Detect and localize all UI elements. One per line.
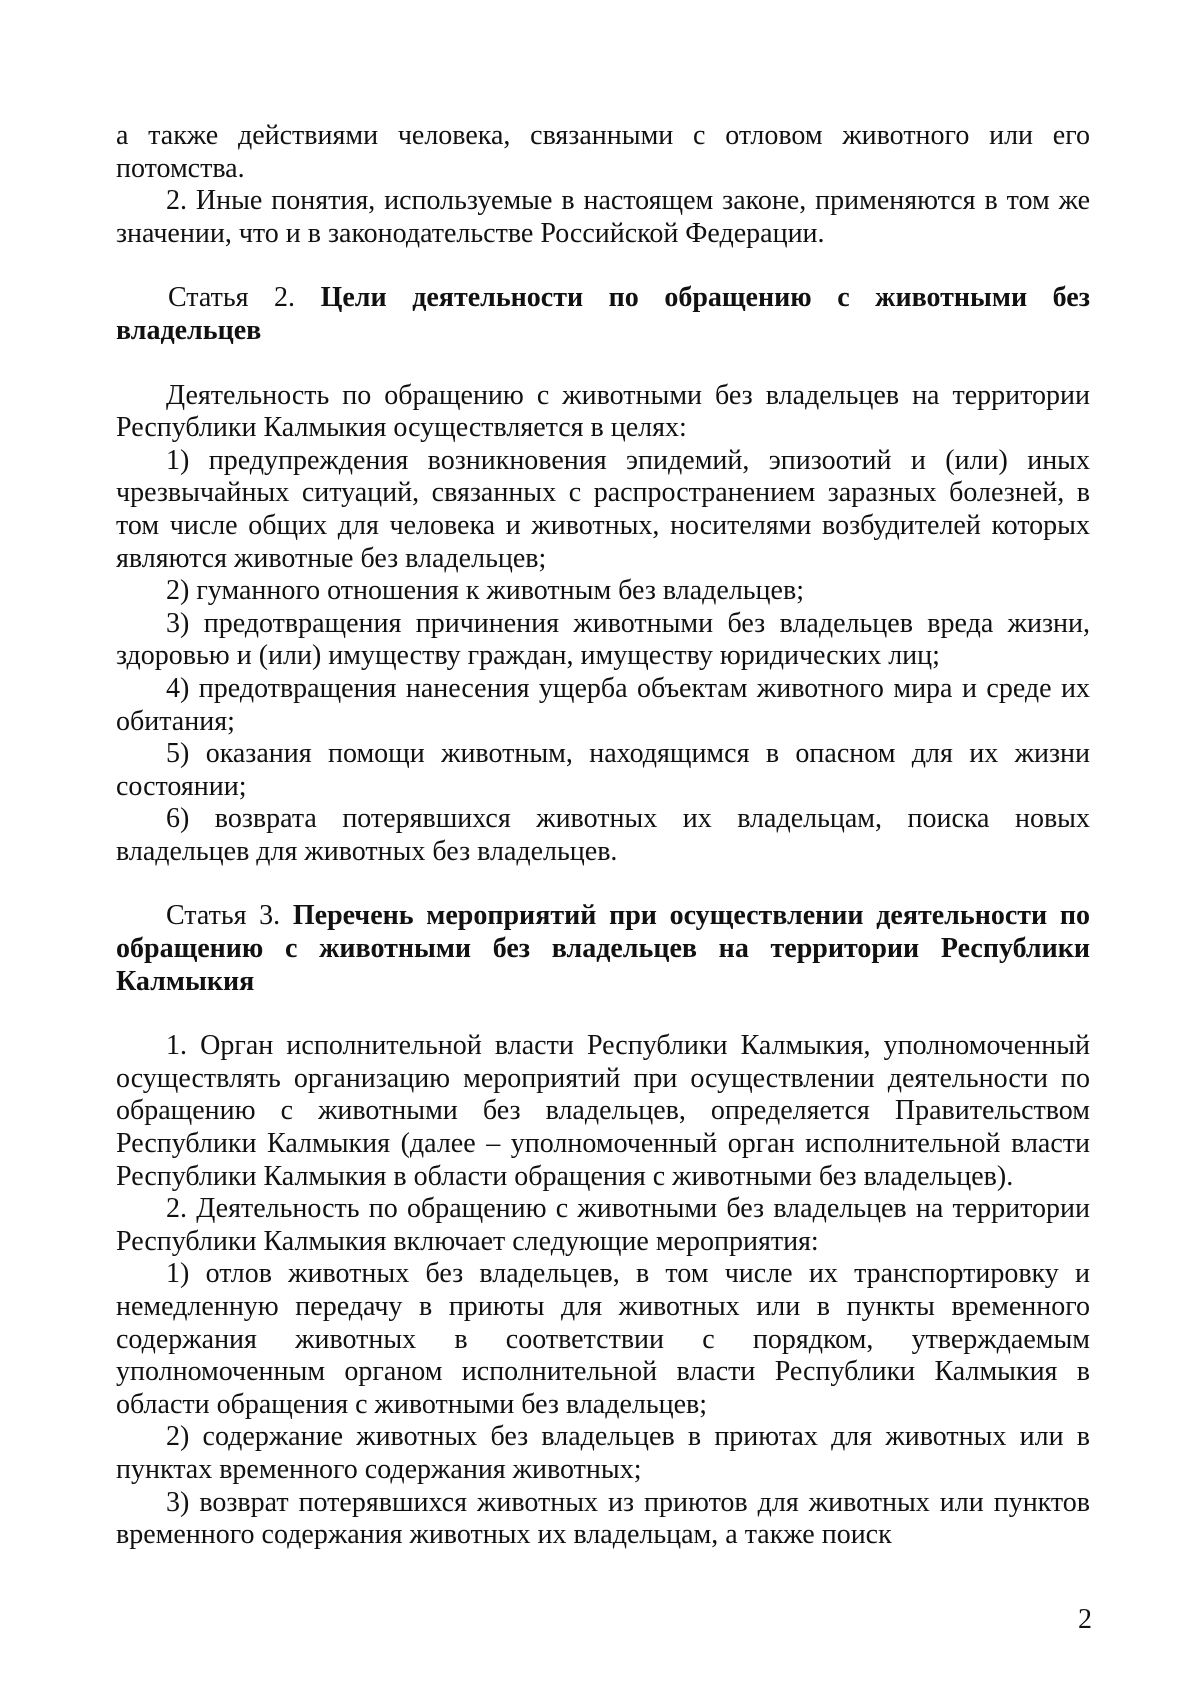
article-2-intro: Деятельность по обращению с животными без владельцев на территории Республики Калмыкия осуществляется в целях:	[116, 379, 1090, 444]
article-2-label: Статья 2.	[168, 282, 296, 314]
article-2-item-4: 4) предотвращения нанесения ущерба объектам животного мира и среде их обитания;	[116, 672, 1090, 737]
article-3	[116, 900, 1090, 1551]
article-2-item-1: 1) предупреждения возникновения эпидемий, эпизоотий и (или) иных чрезвычайных ситуаций, связанных с распространением заразных болезней, в том числе общих для человека и животных, носителями возбудителей которых являются животные без владельцев;	[116, 444, 1090, 574]
article-2-item-2: 2) гуманного отношения к животным без владельцев;	[166, 575, 804, 607]
continued-paragraph: а также действиями человека, связанными с отловом животного или его потомства.	[116, 120, 1090, 184]
article-2-title: Цели деятельности по обращению с животными без владельцев	[116, 282, 1090, 346]
article-3-item-1: 1) отлов животных без владельцев, в том числе их транспортировку и немедленную передачу в приюты для животных или в пункты временного содержания животных в соответствии с порядком, утверждаемым уполномоченным органом исполнительной власти Республики Калмыкия в области обращения с животными без владельцев;	[116, 1258, 1090, 1420]
article-3-title: Перечень мероприятий при осуществлении деятельности по обращению с животными без владельцев на территории Республики Калмыкия	[116, 900, 1090, 997]
article-3-paragraph-2: 2. Деятельность по обращению с животными без владельцев на территории Республики Калмыкия включает следующие мероприятия:	[116, 1193, 1090, 1257]
article-3-label: Статья 3.	[166, 900, 281, 932]
article-3-item-2: 2) содержание животных без владельцев в приютах для животных или в пунктах временного содержания животных;	[116, 1421, 1090, 1485]
article-2	[116, 282, 1090, 868]
document-body	[116, 120, 1090, 1552]
article-2-item-3: 3) предотвращения причинения животными без владельцев вреда жизни, здоровью и (или) имуществу граждан, имуществу юридических лиц;	[116, 607, 1090, 672]
article-3-paragraph-1: 1. Орган исполнительной власти Республики Калмыкия, уполномоченный осуществлять организацию мероприятий при осуществлении деятельности по обращению с животными без владельцев, определяется Правительством Республики Калмыкия (далее – уполномоченный орган исполнительной власти Республики Калмыкия в области обращения с животными без владельцев).	[116, 1030, 1090, 1192]
article-3-item-3: 3) возврат потерявшихся животных из приютов для животных или пунктов временного содержания животных их владельцам, а также поиск	[116, 1486, 1090, 1551]
article-2-item-6: 6) возврата потерявшихся животных их владельцам, поиска новых владельцев для животных без владельцев.	[116, 803, 1090, 867]
article-2-heading	[116, 282, 1090, 347]
page-number: 2	[1078, 1604, 1092, 1635]
article-2-item-5: 5) оказания помощи животным, находящимся в опасном для их жизни состоянии;	[116, 738, 1090, 802]
section-paragraph-2: 2. Иные понятия, используемые в настоящем законе, применяются в том же значении, что и в законодательстве Российской Федерации.	[116, 185, 1090, 249]
article-3-heading	[116, 900, 1090, 998]
